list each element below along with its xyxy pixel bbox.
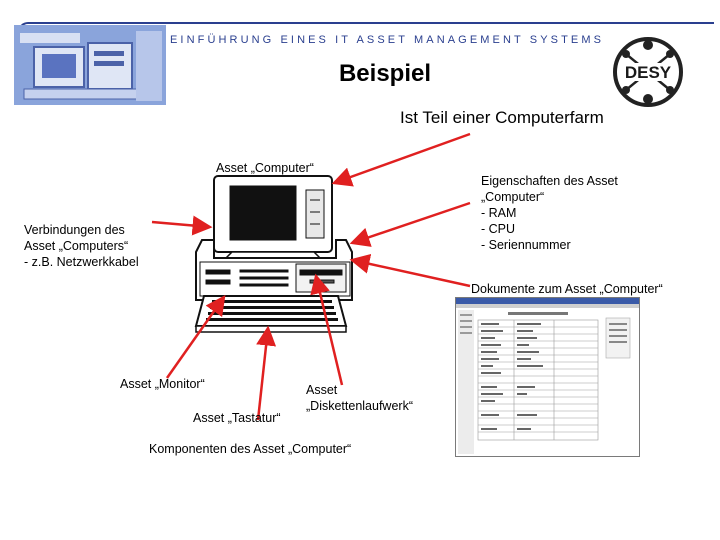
arrow-keyboard — [258, 328, 268, 420]
label-asset-floppy-line-1: Asset — [306, 383, 338, 397]
label-asset-computer: Asset „Computer“ — [216, 161, 314, 175]
label-properties-line-4: - CPU — [481, 222, 516, 236]
arrow-computer-farm — [334, 134, 470, 183]
arrow-documents — [352, 260, 470, 286]
label-components: Komponenten des Asset „Computer“ — [149, 442, 352, 456]
desy-logo-text: DESY — [624, 63, 672, 82]
label-properties-line-5: - Seriennummer — [481, 238, 571, 252]
slide-title: Beispiel — [338, 60, 432, 87]
label-documents: Dokumente zum Asset „Computer“ — [471, 282, 663, 296]
label-connections-line-3: - z.B. Netzwerkkabel — [24, 255, 139, 269]
label-asset-floppy — [306, 382, 413, 414]
label-connections-line-2: Asset „Computers“ — [24, 239, 129, 253]
document-screenshot — [455, 297, 640, 457]
label-asset-floppy-line-2: „Diskettenlaufwerk“ — [306, 399, 413, 413]
label-properties-line-2: „Computer“ — [481, 190, 545, 204]
label-connections-line-1: Verbindungen des — [24, 223, 125, 237]
label-connections — [24, 222, 139, 270]
label-computer-farm: Ist Teil einer Computerfarm — [400, 108, 604, 127]
arrow-connections — [152, 222, 210, 227]
label-asset-monitor: Asset „Monitor“ — [120, 377, 205, 391]
label-properties-line-3: - RAM — [481, 206, 517, 220]
label-properties — [481, 173, 618, 253]
arrow-monitor — [167, 297, 224, 378]
arrow-properties — [352, 203, 470, 243]
label-asset-keyboard: Asset „Tastatur“ — [193, 411, 281, 425]
label-properties-line-1: Eigenschaften des Asset — [481, 174, 618, 188]
computer-illustration — [196, 176, 352, 332]
header-subtitle: EINFÜHRUNG EINES IT ASSET MANAGEMENT SYSTEMS — [170, 34, 605, 46]
